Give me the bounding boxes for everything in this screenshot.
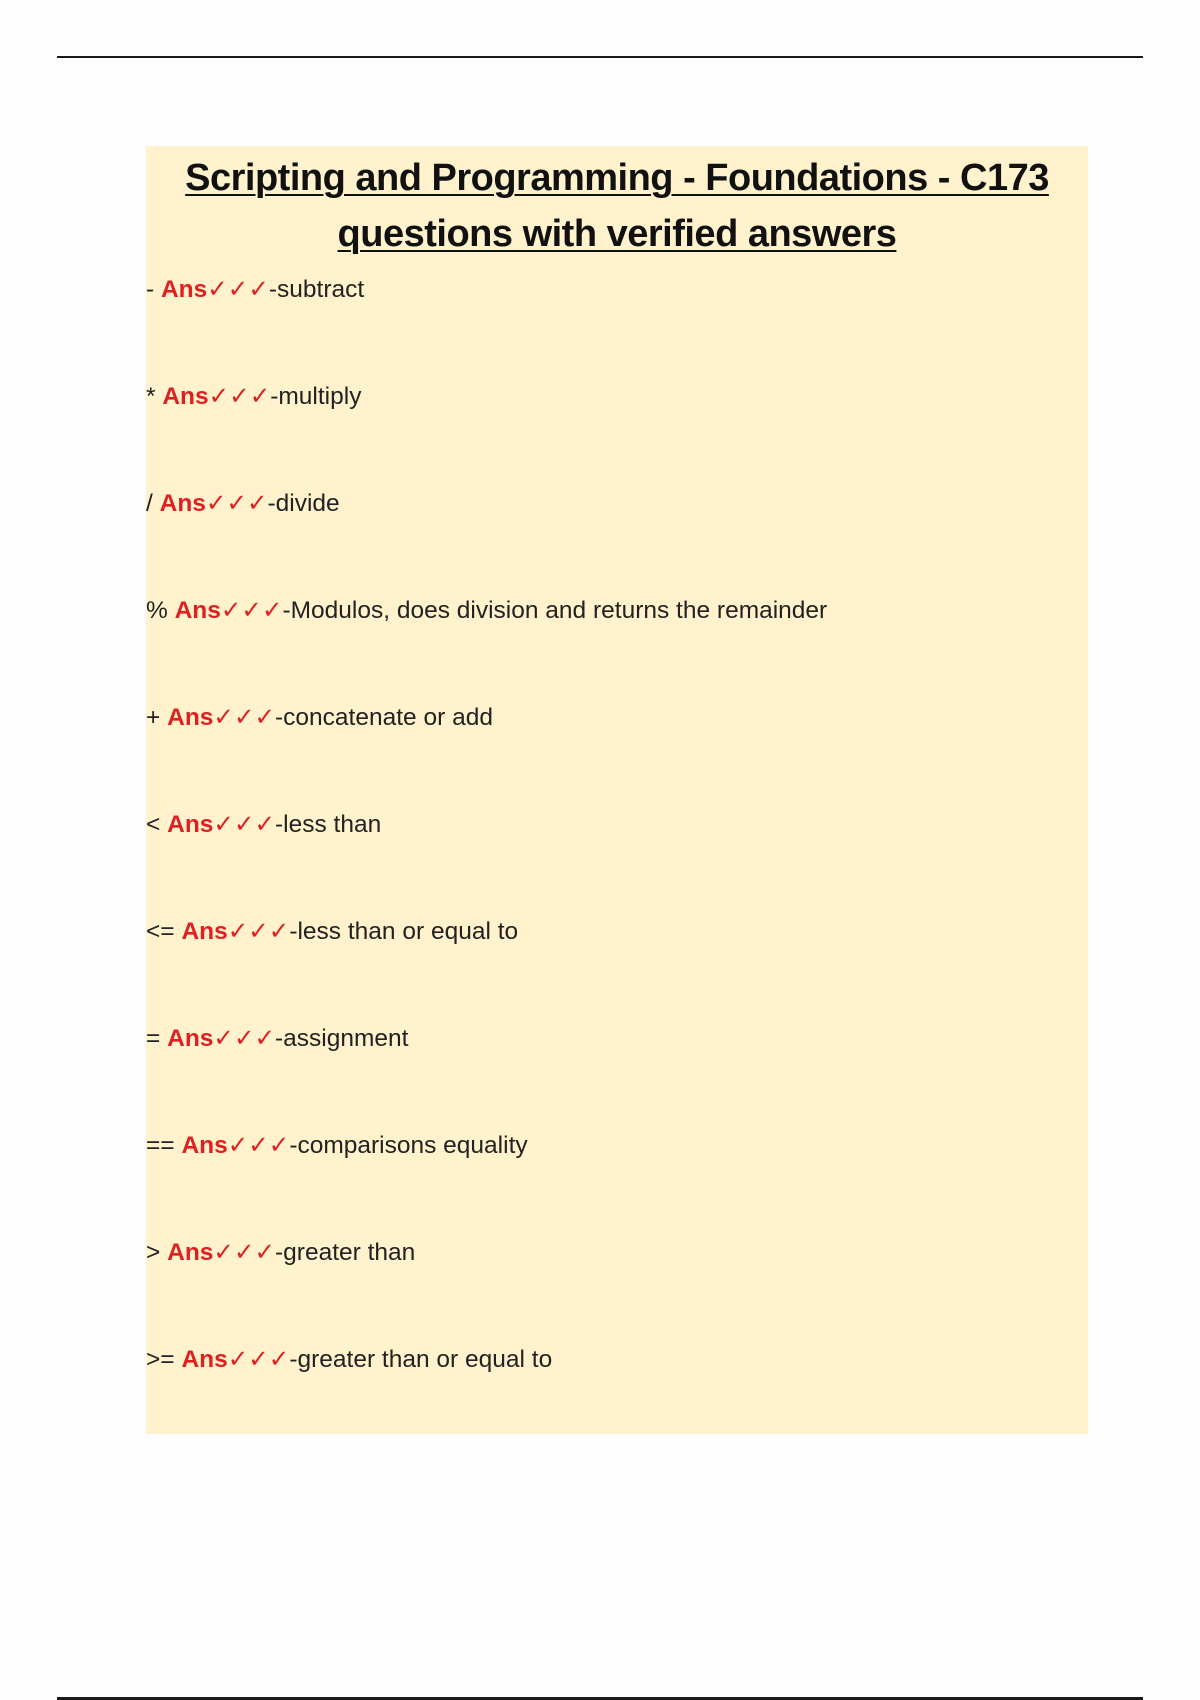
title-line-2: questions with verified answers <box>337 213 897 255</box>
answer-label: Ans <box>159 490 206 517</box>
answer-label: Ans <box>181 1132 228 1159</box>
answer-text: -Modulos, does division and returns the remainder <box>282 597 828 624</box>
check-mark-icon: ✓✓✓ <box>205 490 268 517</box>
top-rule <box>57 56 1143 58</box>
answer-label: Ans <box>160 276 208 303</box>
title-line-1: Scripting and Programming - Foundations - C173 <box>185 157 1049 199</box>
check-mark-icon: ✓✓✓ <box>227 918 290 945</box>
answer-label: Ans <box>174 597 221 624</box>
qa-item <box>146 1237 1088 1344</box>
qa-item <box>146 595 1088 702</box>
check-mark-icon: ✓✓✓ <box>213 1239 276 1266</box>
question-symbol: == <box>146 1132 182 1159</box>
check-mark-icon: ✓✓✓ <box>213 704 276 731</box>
question-symbol: * <box>146 383 163 410</box>
check-mark-icon: ✓✓✓ <box>227 1346 290 1373</box>
answer-text: -multiply <box>270 383 362 410</box>
question-symbol: % <box>146 597 175 624</box>
question-symbol: < <box>146 811 168 838</box>
answer-text: -comparisons equality <box>289 1132 528 1159</box>
check-mark-icon: ✓✓✓ <box>220 597 283 624</box>
qa-item <box>146 702 1088 809</box>
answer-text: -greater than <box>275 1239 416 1266</box>
check-mark-icon: ✓✓✓ <box>213 811 276 838</box>
answer-text: -subtract <box>268 276 365 303</box>
answer-text: -concatenate or add <box>275 704 493 731</box>
question-symbol: / <box>146 490 160 517</box>
answer-text: -less than <box>275 811 382 838</box>
qa-item <box>146 1344 1088 1451</box>
question-symbol: <= <box>146 918 182 945</box>
answer-text: -less than or equal to <box>289 918 519 945</box>
check-mark-icon: ✓✓✓ <box>207 276 269 303</box>
qa-item <box>146 916 1088 1023</box>
question-symbol: > <box>146 1239 168 1266</box>
question-symbol: = <box>146 1025 168 1052</box>
answer-label: Ans <box>167 704 214 731</box>
answer-label: Ans <box>167 1025 214 1052</box>
check-mark-icon: ✓✓✓ <box>208 383 271 410</box>
question-symbol: >= <box>146 1346 182 1373</box>
qa-item <box>146 381 1088 488</box>
answer-label: Ans <box>167 1239 214 1266</box>
qa-item <box>146 809 1088 916</box>
answer-label: Ans <box>181 918 228 945</box>
answer-label: Ans <box>162 383 209 410</box>
answer-label: Ans <box>181 1346 228 1373</box>
answer-label: Ans <box>167 811 214 838</box>
qa-item <box>146 1023 1088 1130</box>
qa-item <box>146 274 1088 381</box>
qa-item <box>146 1130 1088 1237</box>
answer-text: -divide <box>267 490 340 517</box>
qa-list <box>146 274 1088 1451</box>
question-symbol: - <box>146 276 161 303</box>
check-mark-icon: ✓✓✓ <box>227 1132 290 1159</box>
document-title <box>146 146 1088 262</box>
question-symbol: + <box>146 704 168 731</box>
qa-item <box>146 488 1088 595</box>
check-mark-icon: ✓✓✓ <box>213 1025 276 1052</box>
answer-text: -assignment <box>275 1025 409 1052</box>
answer-text: -greater than or equal to <box>289 1346 553 1373</box>
document-panel <box>146 146 1088 1434</box>
